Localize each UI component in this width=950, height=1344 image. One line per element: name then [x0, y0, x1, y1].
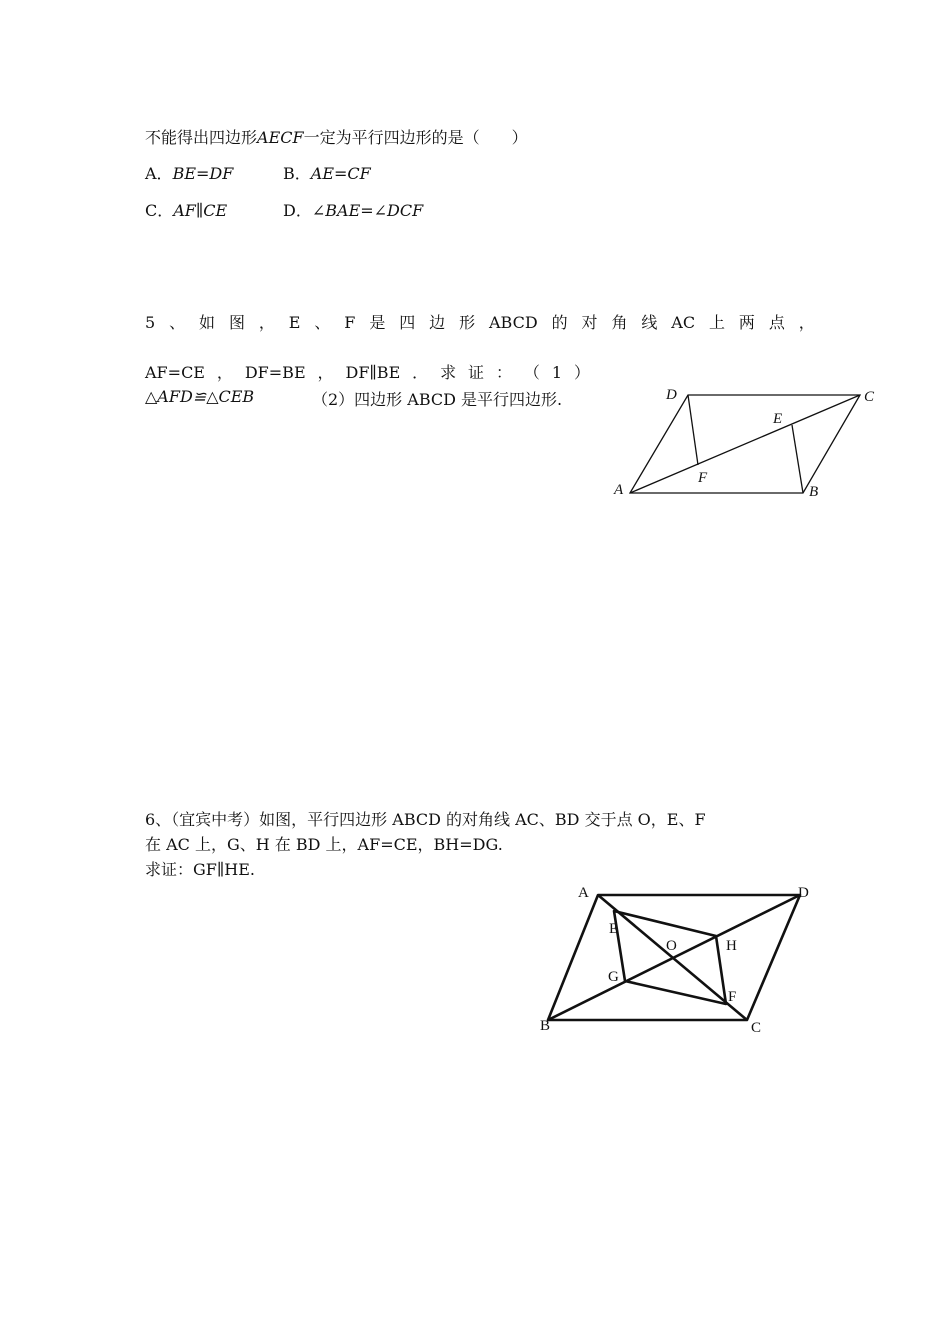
q5-line2-token: ，: [216, 363, 233, 382]
q5-line1-token: 点: [768, 313, 785, 332]
q5-line1-token: 四: [399, 313, 416, 332]
q5-line1-token: 图: [228, 313, 245, 332]
q4-option-a: A．BE=DF: [145, 164, 234, 183]
q6-label-h: H: [726, 938, 737, 954]
q5-line1-token: ABCD: [489, 313, 538, 332]
q4-option-c: C．AF∥CE: [145, 201, 228, 220]
q5-part1: △AFD≌△CEB: [145, 387, 255, 406]
q5-line2-token: 1: [551, 363, 563, 382]
q5-line1-token: 、: [169, 313, 186, 332]
q6-label-g: G: [608, 969, 619, 985]
q5-line1-token: 对: [581, 313, 598, 332]
q5-label-b: B: [809, 484, 819, 500]
q5-line2-token: 求: [440, 363, 457, 382]
q5-line2-token: ：: [495, 363, 512, 382]
q5-line1-token: 线: [641, 313, 658, 332]
q6-label-b: B: [540, 1018, 551, 1034]
q5-line1-token: 两: [738, 313, 755, 332]
q4-option-b: B．AE=CF: [283, 164, 371, 183]
q5-line1-token: ，: [798, 313, 815, 332]
q5-line2-token: ）: [573, 363, 590, 382]
q5-line1-token: 边: [429, 313, 446, 332]
q5-label-e: E: [773, 411, 783, 427]
q4-stem-var: AECF: [257, 128, 304, 147]
q6-label-e: E: [609, 921, 619, 937]
q5-line1-token: 形: [459, 313, 476, 332]
q5-part2: （2）四边形 ABCD 是平行四边形.: [312, 390, 563, 409]
q5-label-a: A: [614, 482, 624, 498]
q5-line2-token: ．: [412, 363, 429, 382]
q6-label-o: O: [666, 938, 677, 954]
q5-line2-token: （: [523, 363, 540, 382]
q5-line2-token: 证: [468, 363, 485, 382]
q6-line2: 在 AC 上，G、H 在 BD 上，AF=CE，BH=DG.: [145, 835, 503, 854]
q6-line1: 6、（宜宾中考）如图，平行四边形 ABCD 的对角线 AC、BD 交于点 O，E、F: [145, 810, 706, 829]
q5-line2-token: DF∥BE: [345, 363, 401, 382]
q5-line1-token: 角: [611, 313, 628, 332]
q5-label-c: C: [864, 389, 875, 405]
q6-diagonal-bd: [548, 895, 800, 1020]
q6-label-c: C: [751, 1020, 762, 1036]
q5-line1-token: 5: [145, 313, 156, 332]
q6-quad-ehfg: [614, 911, 726, 1004]
q4-stem-prefix: 不能得出四边形: [145, 128, 258, 147]
q5-label-f: F: [698, 470, 708, 486]
q6-label-a: A: [578, 885, 589, 901]
q5-line2-token: ，: [317, 363, 334, 382]
q5-line2-token: DF=BE: [244, 363, 306, 382]
q5-line2-token: AF=CE: [145, 363, 205, 382]
q5-label-d: D: [666, 387, 677, 403]
q4-option-d: D．∠BAE=∠DCF: [283, 201, 424, 220]
q5-line1-token: E: [288, 313, 301, 332]
q5-line1-token: ，: [258, 313, 275, 332]
q6-label-f: F: [728, 989, 737, 1005]
q5-line1-token: AC: [671, 313, 696, 332]
q5-line1-token: 如: [199, 313, 216, 332]
q4-stem-suffix: 一定为平行四边形的是（ ）: [303, 128, 528, 147]
q6-label-d: D: [798, 885, 809, 901]
q5-line1-token: F: [344, 313, 356, 332]
q5-line1-token: 上: [708, 313, 725, 332]
q5-line1-token: 的: [551, 313, 568, 332]
q5-line1-token: 、: [314, 313, 331, 332]
q5-line1-token: 是: [369, 313, 386, 332]
q6-line3: 求证：GF∥HE.: [145, 860, 255, 879]
